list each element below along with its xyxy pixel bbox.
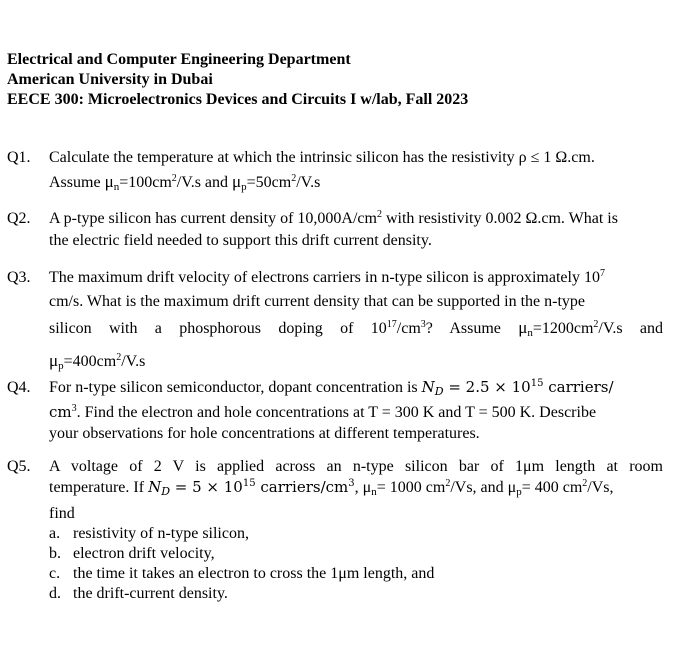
q2-text-b: with resistivity 0.002 Ω.cm. What is <box>381 210 618 227</box>
question-2 <box>7 208 663 252</box>
q3-text-d: ? Assume <box>425 320 519 337</box>
q3-text-a: The maximum drift velocity of electrons carriers in n-type silicon is approximately 10 <box>49 269 600 286</box>
question-text <box>49 456 663 604</box>
q5-mup: = 400 cm <box>521 479 583 496</box>
q5-value: = 5 × 10 <box>170 478 243 496</box>
department-line: Electrical and Computer Engineering Department <box>7 51 351 68</box>
q5-comma: , <box>354 479 363 496</box>
question-4 <box>7 377 663 444</box>
question-number: Q5. <box>7 458 31 475</box>
q4-value: = 2.5 × 10 <box>443 378 531 396</box>
sub-d: D <box>434 385 444 398</box>
q5-line1: A voltage of 2 V is applied across an n-type silicon bar of 1μm length at room <box>49 458 663 475</box>
q3-line3 <box>49 314 663 347</box>
q3-line2: cm/s. What is the maximum drift current density that can be supported in the n-type <box>49 293 586 310</box>
q1-line2 <box>49 170 663 199</box>
item-text: the time it takes an electron to cross the 1μm length, and <box>73 565 435 582</box>
mu-symbol: μ <box>362 479 372 496</box>
document-header <box>7 50 468 110</box>
mu-symbol: μ <box>104 172 114 191</box>
q3-text-f: /V.s and <box>598 320 664 337</box>
sup-2: 2 <box>171 173 177 184</box>
sup-3: 3 <box>420 319 426 330</box>
sup-17: 17 <box>386 319 397 330</box>
q1-mun-unit: /V.s and <box>176 174 233 191</box>
question-text <box>49 146 663 199</box>
sup-15: 15 <box>242 478 256 489</box>
item-text: resistivity of n-type silicon, <box>73 525 249 542</box>
q3-text-e: =1200cm <box>532 320 594 337</box>
sup-2: 2 <box>593 319 599 330</box>
q4-carriers: carriers/ <box>543 378 614 396</box>
q5-text-a: temperature. If <box>49 479 149 496</box>
q1-mup-unit: /V.s <box>296 174 321 191</box>
list-item <box>49 564 663 584</box>
sub-n: n <box>371 486 377 498</box>
q2-line2: the electric field needed to support this drift current density. <box>49 232 432 249</box>
university-line: American University in Dubai <box>7 71 213 88</box>
q4-line1 <box>49 377 663 402</box>
question-text <box>49 377 663 444</box>
n-symbol: N <box>421 378 435 396</box>
sup-3: 3 <box>71 403 77 414</box>
q3-text-g: =400cm <box>63 353 117 370</box>
q5-text-b: /Vs, and <box>450 479 508 496</box>
q4-text-b: . Find the electron and hole concentrations at T = 300 K and T = 500 K. Describe <box>76 404 597 421</box>
question-number: Q3. <box>7 269 31 286</box>
q5-line3: find <box>49 505 75 522</box>
q4-line2 <box>49 402 663 423</box>
list-item <box>49 524 663 544</box>
q5-sublist <box>49 524 663 604</box>
q4-line3: your observations for hole concentrations at different temperatures. <box>49 425 480 442</box>
sup-2: 2 <box>116 352 122 363</box>
q5-carriers: carriers/cm <box>255 478 349 496</box>
q3-text-b: silicon with a phosphorous doping of 10 <box>49 320 387 337</box>
q4-text-a: For n-type silicon semiconductor, dopant concentration is <box>49 379 422 396</box>
item-letter: b. <box>49 545 61 562</box>
q5-text-c: /Vs, <box>587 479 614 496</box>
q3-line1 <box>49 266 663 290</box>
sub-p: p <box>58 360 64 372</box>
q5-math <box>148 478 355 496</box>
sup-2: 2 <box>582 478 588 489</box>
q1-assume: Assume <box>49 174 105 191</box>
mu-symbol: μ <box>518 318 528 337</box>
question-5 <box>7 456 663 604</box>
q5-mun: = 1000 cm <box>376 479 446 496</box>
mu-symbol: μ <box>49 351 59 370</box>
question-number: Q2. <box>7 210 31 227</box>
item-letter: d. <box>49 585 61 602</box>
n-symbol: N <box>148 478 162 496</box>
list-item <box>49 584 663 604</box>
q1-mun-value: =100cm <box>119 174 172 191</box>
mu-symbol: μ <box>507 479 517 496</box>
question-text <box>49 208 663 252</box>
sup-15: 15 <box>530 378 544 389</box>
course-line: EECE 300: Microelectronics Devices and Circuits I w/lab, Fall 2023 <box>7 91 469 108</box>
q4-math <box>422 378 614 396</box>
q5-line2 <box>49 477 663 503</box>
q1-line1: Calculate the temperature at which the intrinsic silicon has the resistivity ρ ≤ 1 Ω.cm. <box>49 149 595 166</box>
list-item <box>49 544 663 564</box>
item-text: electron drift velocity, <box>73 545 215 562</box>
sub-d: D <box>161 485 171 498</box>
sub-p: p <box>516 486 522 498</box>
sup-3: 3 <box>348 478 355 489</box>
question-number: Q1. <box>7 149 31 166</box>
sup-2: 2 <box>376 209 382 220</box>
q3-line4 <box>49 347 663 380</box>
q4-cm: cm <box>49 403 72 421</box>
item-text: the drift-current density. <box>73 585 228 602</box>
sub-n: n <box>527 327 533 339</box>
q1-mup-value: =50cm <box>246 174 292 191</box>
sup-2: 2 <box>291 173 297 184</box>
sup-2: 2 <box>445 478 451 489</box>
question-number: Q4. <box>7 379 31 396</box>
item-letter: c. <box>49 565 61 582</box>
q2-line1 <box>49 208 663 230</box>
mu-symbol: μ <box>232 172 242 191</box>
q3-text-c: /cm <box>396 320 421 337</box>
sup-7: 7 <box>599 268 605 279</box>
sub-p: p <box>241 181 247 193</box>
sub-n: n <box>113 181 120 193</box>
question-3 <box>7 266 663 380</box>
item-letter: a. <box>49 525 61 542</box>
q2-text-a: A p-type silicon has current density of 10,000A/cm <box>49 210 377 227</box>
question-text <box>49 266 663 380</box>
q3-text-h: /V.s <box>121 353 146 370</box>
question-1 <box>7 146 663 199</box>
